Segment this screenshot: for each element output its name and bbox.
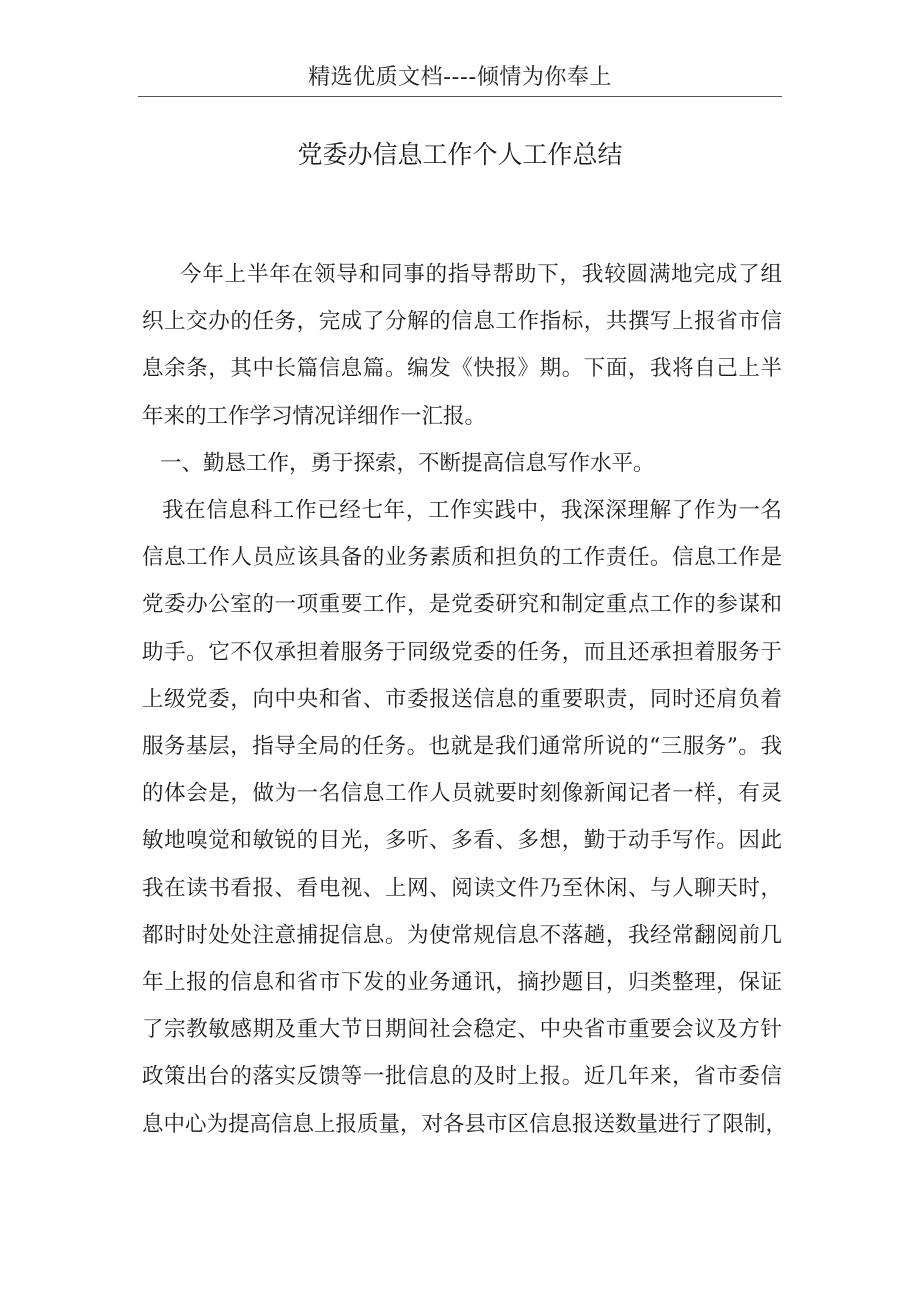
paragraph-line: 今年上半年在领导和同事的指导帮助下，我较圆满地完成了组 xyxy=(180,262,782,287)
paragraph-line: 了宗教敏感期及重大节日期间社会稳定、中央省市重要会议及方针 xyxy=(142,1017,782,1043)
paragraph-body xyxy=(142,487,788,1148)
paragraph-line: 都时时处处注意捕捉信息。为使常规信息不落趟，我经常翻阅前几 xyxy=(142,922,782,948)
paragraph-line: 我在信息科工作已经七年，工作实践中，我深深理解了作为一名 xyxy=(162,498,782,523)
paragraph-line: 织上交办的任务，完成了分解的信息工作指标，共撰写上报省市信 xyxy=(142,309,782,335)
paragraph-line: 息余条，其中长篇信息篇。编发《快报》期。下面，我将自己上半 xyxy=(142,356,782,382)
paragraph-line: 敏地嗅觉和敏锐的目光，多听、多看、多想，勤于动手写作。因此 xyxy=(142,828,782,854)
paragraph-line: 政策出台的落实反馈等一批信息的及时上报。近几年来，省市委信 xyxy=(142,1064,782,1090)
paragraph-line: 息中心为提高信息上报质量，对各县市区信息报送数量进行了限制， xyxy=(142,1111,788,1137)
paragraph-line: 年来的工作学习情况详细作一汇报。 xyxy=(142,403,487,429)
paragraph-line: 党委办公室的一项重要工作，是党委研究和制定重点工作的参谋和 xyxy=(142,592,782,618)
document-title: 党委办信息工作个人工作总结 xyxy=(297,140,623,169)
paragraph-line: 的体会是，做为一名信息工作人员就要时刻像新闻记者一样，有灵 xyxy=(142,781,782,807)
paragraph-line: 服务基层，指导全局的任务。也就是我们通常所说的“三服务”。我 xyxy=(142,734,782,760)
paragraph-line: 信息工作人员应该具备的业务素质和担负的工作责任。信息工作是 xyxy=(142,545,782,571)
paragraph-intro xyxy=(142,251,782,440)
page-header: 精选优质文档----倾情为你奉上 xyxy=(308,65,612,90)
paragraph-line: 上级党委，向中央和省、市委报送信息的重要职责，同时还肩负着 xyxy=(142,686,782,712)
paragraph-line: 我在读书看报、看电视、上网、阅读文件乃至休闲、与人聊天时， xyxy=(142,875,782,901)
header-divider xyxy=(138,96,782,97)
section-heading-text: 一、勤恳工作，勇于探索，不断提高信息写作水平。 xyxy=(160,451,655,476)
paragraph-line: 年上报的信息和省市下发的业务通讯，摘抄题目，归类整理，保证 xyxy=(142,970,782,996)
section-heading-1 xyxy=(142,440,782,487)
paragraph-line: 助手。它不仅承担着服务于同级党委的任务，而且还承担着服务于 xyxy=(142,639,782,665)
